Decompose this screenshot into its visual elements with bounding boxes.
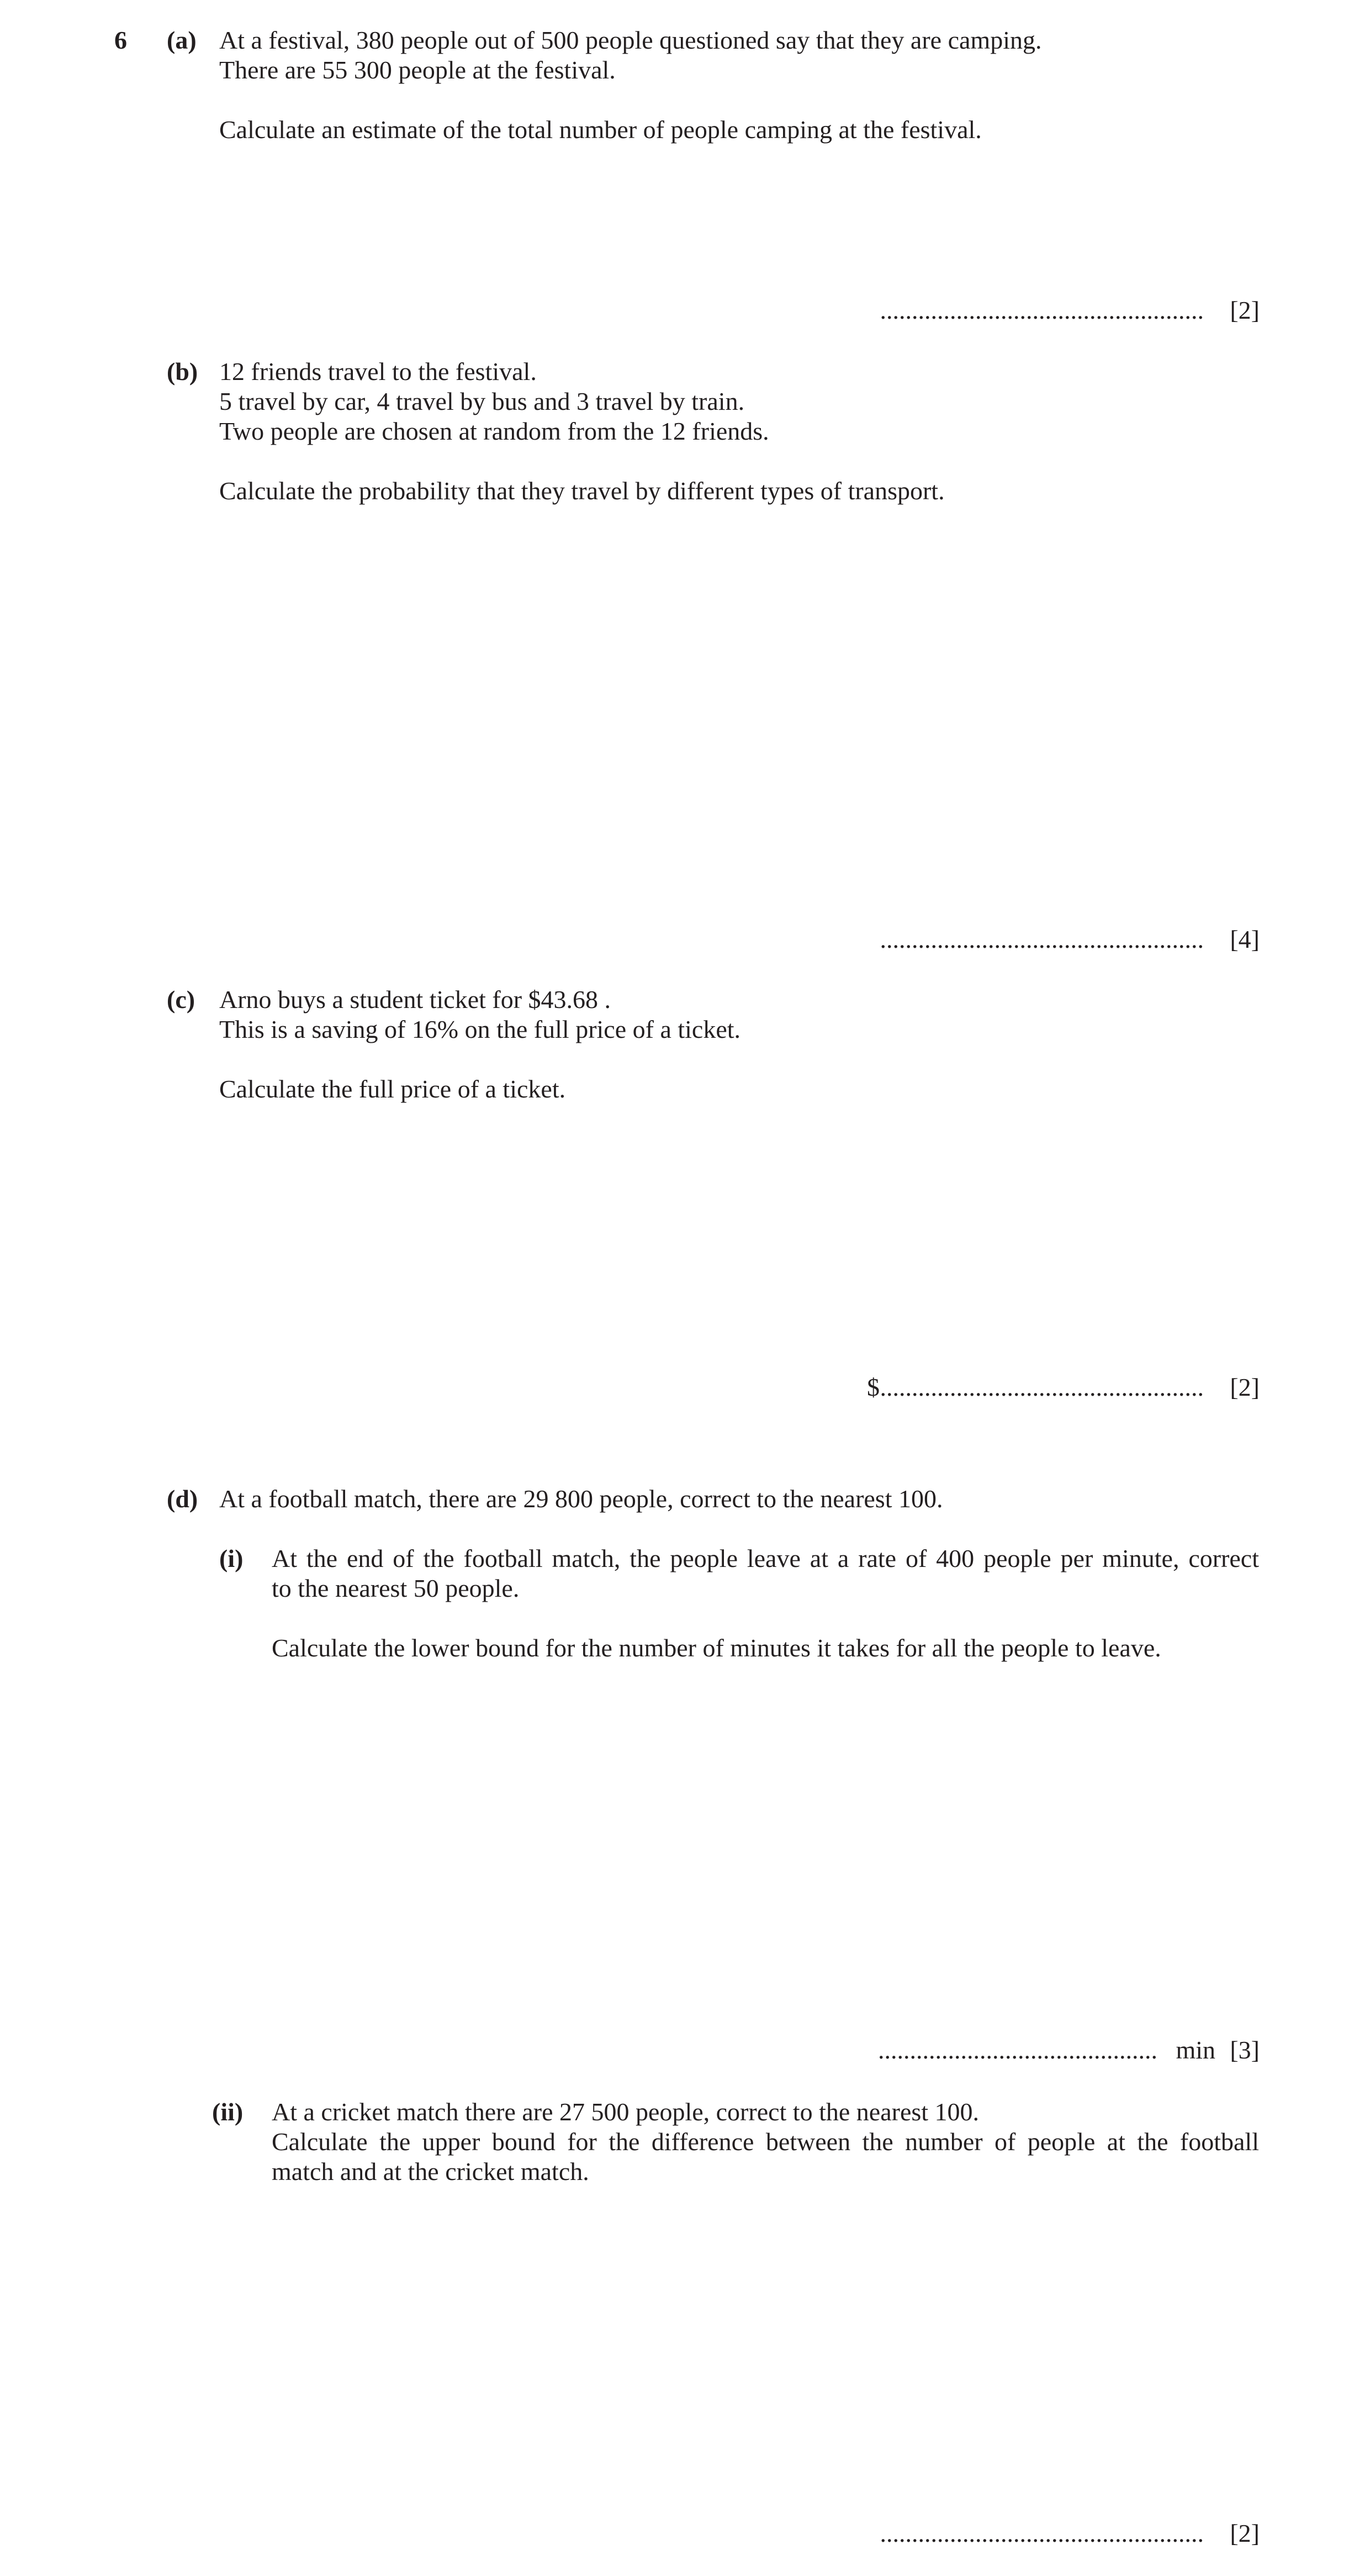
part-c-line-2: This is a saving of 16% on the full price of a ticket. (219, 1015, 741, 1043)
part-d-ii-line-3: match and at the cricket match. (272, 2157, 589, 2186)
part-b-line-1: 12 friends travel to the festival. (219, 357, 537, 386)
part-c-label: (c) (167, 985, 195, 1013)
part-d-i-line-1: At the end of the football match, the people leave at a rate of 400 people per minute, correct (272, 1544, 1259, 1572)
part-b-line-3: Two people are chosen at random from the 12 friends. (219, 417, 769, 445)
part-c-instruction: Calculate the full price of a ticket. (219, 1075, 566, 1103)
part-d-ii-label: (ii) (212, 2098, 244, 2126)
part-d-i-instruction: Calculate the lower bound for the number of minutes it takes for all the people to leave. (272, 1634, 1161, 1662)
part-a-answer-line: ................................................... (880, 296, 1204, 324)
part-d-ii-answer-line: ................................................... (880, 2519, 1204, 2547)
part-d-label: (d) (167, 1485, 198, 1513)
part-c-dollar-sign: $ (867, 1373, 880, 1401)
part-d-i-unit: min (1176, 2036, 1215, 2064)
part-d-i-marks: [3] (1230, 2036, 1260, 2064)
part-b-instruction: Calculate the probability that they travel by different types of transport. (219, 477, 945, 505)
part-d-i-label: (i) (219, 1544, 244, 1572)
part-d-i-answer-line: ............................................ (878, 2036, 1157, 2064)
part-d-ii-line-1: At a cricket match there are 27 500 people, correct to the nearest 100. (272, 2098, 980, 2126)
part-c-line-1: Arno buys a student ticket for $43.68 . (219, 985, 611, 1013)
part-b-line-2: 5 travel by car, 4 travel by bus and 3 travel by train. (219, 387, 745, 415)
part-b-answer-line: ................................................... (880, 925, 1204, 953)
part-c-marks: [2] (1230, 1373, 1260, 1401)
part-c-answer-line: ................................................... (880, 1373, 1204, 1401)
question-number: 6 (114, 26, 127, 54)
part-a-instruction: Calculate an estimate of the total number of people camping at the festival. (219, 115, 982, 144)
part-d-intro: At a football match, there are 29 800 people, correct to the nearest 100. (219, 1485, 943, 1513)
part-b-marks: [4] (1230, 925, 1260, 953)
part-b-label: (b) (167, 357, 198, 386)
part-a-label: (a) (167, 26, 197, 54)
part-a-line-1: At a festival, 380 people out of 500 people questioned say that they are camping. (219, 26, 1042, 54)
part-d-ii-marks: [2] (1230, 2519, 1260, 2547)
part-a-marks: [2] (1230, 296, 1260, 324)
part-d-i-line-2: to the nearest 50 people. (272, 1574, 520, 1602)
part-d-ii-line-2: Calculate the upper bound for the difference between the number of people at the football (272, 2128, 1259, 2156)
part-a-line-2: There are 55 300 people at the festival. (219, 56, 616, 84)
